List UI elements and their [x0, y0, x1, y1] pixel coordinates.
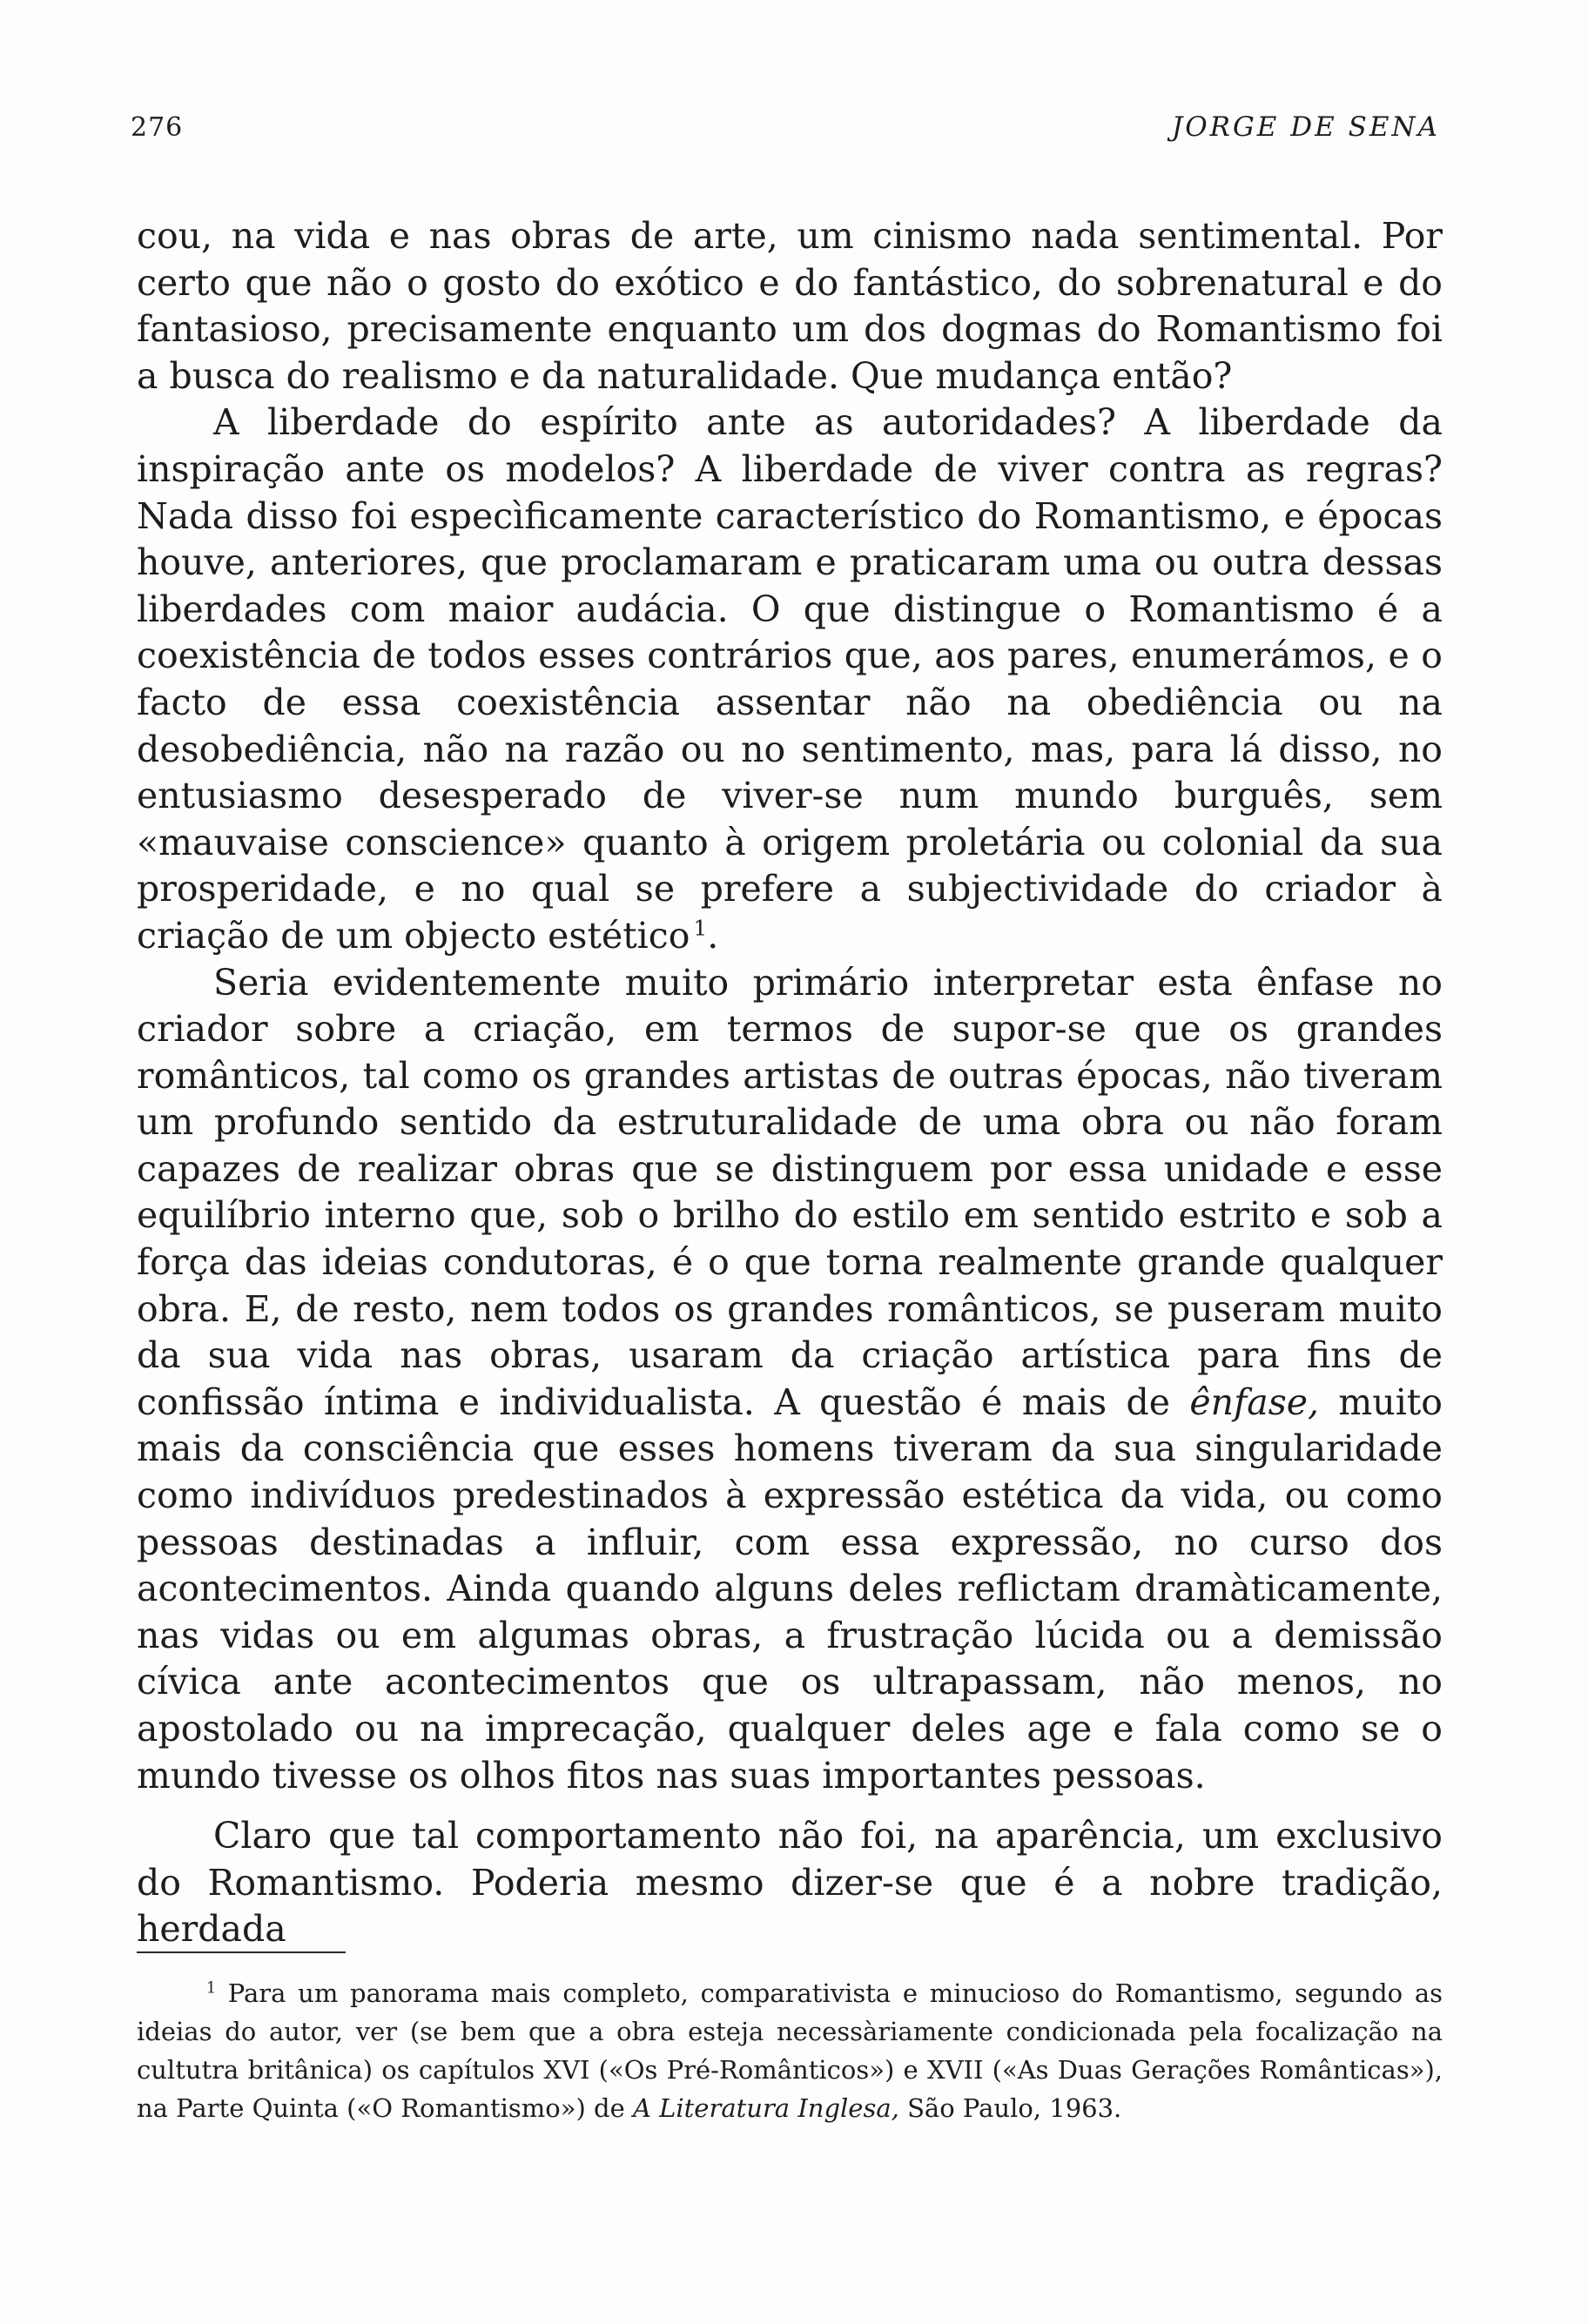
- paragraph-1: [137, 213, 1443, 400]
- paragraph-2-end: .: [707, 914, 719, 957]
- running-head: JORGE DE SENA: [1171, 111, 1440, 143]
- paragraph-4: [137, 1813, 1443, 1953]
- page-header: [131, 111, 1440, 155]
- footnote-text-before: Para um panorama mais completo, comparativista e minucioso do Romantismo, segundo as ideias do autor, ver (se bem que a obra esteja necessàriamente condicionada pela focalização na cultutra britânica) os capítulos XVI («Os Pré-Românticos») e XVII («As Duas Gerações Românticas»), na Parte Quinta («O Romantismo») de: [137, 1978, 1443, 2123]
- body-text: [137, 213, 1443, 1953]
- paragraph-3-emphasis: ênfase,: [1189, 1380, 1320, 1423]
- footnote: [137, 1974, 1443, 2127]
- paragraph-1-text: cou, na vida e nas obras de arte, um cinismo nada sentimental. Por certo que não o gosto do exótico e do fantástico, do sobrenatural e do fantasioso, precisamente enquanto um dos dogmas do Romantismo foi a busca do realismo e da naturalidade. Que mudança então?: [137, 215, 1443, 397]
- footnote-book-title: A Literatura Inglesa,: [632, 2093, 899, 2123]
- paragraph-2-text: A liberdade do espírito ante as autoridades? A liberdade da inspiração ante os modelos? A liberdade de viver contra as regras? Nada disso foi especìficamente característico do Romantismo, e épocas houve, anteriores, que proclamaram e praticaram uma ou outra dessas liberdades com maior audácia. O que distingue o Romantismo é a coexistência de todos esses contrários que, aos pares, enumerámos, e o facto de essa coexistência assentar não na obediência ou na desobediência, não na razão ou no sentimento, mas, para lá disso, no entusiasmo desesperado de viver-se num mundo burguês, sem «mauvaise conscience» quanto à origem proletária ou colonial da sua prosperidade, e no qual se prefere a subjectividade do criador à criação de um objecto estético: [137, 401, 1443, 957]
- footnote-reference: 1: [693, 915, 708, 941]
- paragraph-3: [137, 960, 1443, 1800]
- paragraph-2: [137, 400, 1443, 959]
- paragraph-3-rest: muito mais da consciência que esses homens tiveram da sua singularidade como indivíduos predestinados à expressão estética da vida, ou como pessoas destinadas a influir, com essa expressão, no curso dos acontecimentos. Ainda quando alguns deles reflictam dramàticamente, nas vidas ou em algumas obras, a frustração lúcida ou a demissão cívica ante acontecimentos que os ultrapassam, não menos, no apostolado ou na imprecação, qualquer deles age e fala como se o mundo tivesse os olhos fitos nas suas importantes pessoas.: [137, 1380, 1443, 1797]
- footnote-marker: 1: [206, 1979, 217, 1998]
- paragraph-4-text: Claro que tal comportamento não foi, na aparência, um exclusivo do Romantismo. Poderia mesmo dizer-se que é a nobre tradição, herdada: [137, 1815, 1443, 1951]
- footnote-divider: [137, 1951, 346, 1953]
- footnote-text-after: São Paulo, 1963.: [907, 2093, 1122, 2123]
- paragraph-3-text: Seria evidentemente muito primário interpretar esta ênfase no criador sobre a criação, em termos de supor-se que os grandes românticos, tal como os grandes artistas de outras épocas, não tiveram um profundo sentido da estruturalidade de uma obra ou não foram capazes de realizar obras que se distinguem por essa unidade e esse equilíbrio interno que, sob o brilho do estilo em sentido estrito e sob a força das ideias condutoras, é o que torna realmente grande qualquer obra. E, de resto, nem todos os grandes românticos, se puseram muito da sua vida nas obras, usaram da criação artística para fins de confissão íntima e individualista. A questão é mais de: [137, 961, 1443, 1423]
- page-number: 276: [131, 112, 184, 143]
